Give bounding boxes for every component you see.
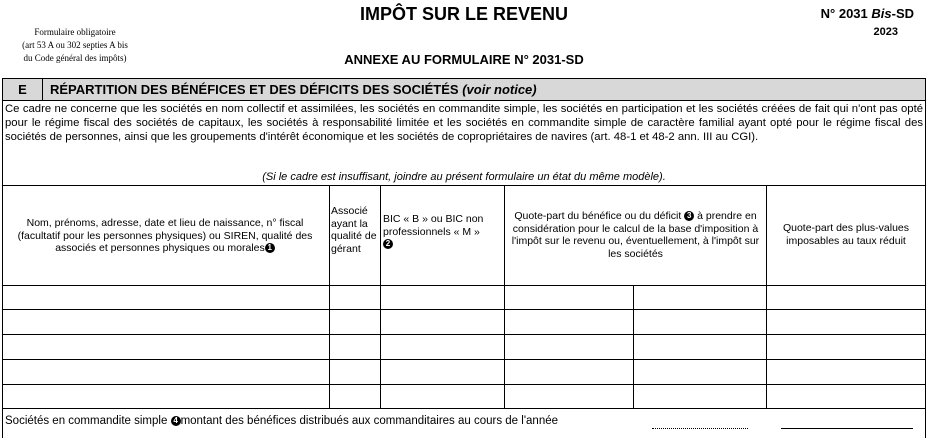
col-divider-4	[766, 185, 767, 408]
footer-text-b: montant des bénéfices distribués aux commanditaires au cours de l'année	[180, 415, 559, 427]
legal-line-2: (art 53 A ou 302 septies A bis	[22, 40, 128, 50]
legal-line-3: du Code général des impôts)	[23, 53, 127, 63]
column-header-names-text: Nom, prénoms, adresse, date et lieu de naissance, n° fiscal (facultatif pour les personnes physiques) ou SIREN, qualité des associés et personnes physiques ou morales	[17, 217, 313, 254]
section-title	[50, 78, 537, 101]
column-header-share-text-b: à prendre en considération pour le calcul de la base d'imposition à l'impôt sur le revenu ou, éventuellement, à l'impôt sur les sociétés	[511, 210, 760, 260]
note-marker-4-icon: 4	[171, 416, 181, 426]
col-divider-3	[504, 185, 505, 408]
table-top-border	[2, 185, 926, 186]
section-title-note: (voir notice)	[462, 82, 537, 97]
form-number-bis: Bis	[871, 6, 892, 21]
form-number	[821, 6, 914, 21]
column-header-bic	[383, 213, 501, 251]
table-bottom-border	[2, 408, 926, 409]
section-title-text: RÉPARTITION DES BÉNÉFICES ET DES DÉFICITS DES SOCIÉTÉS	[50, 82, 459, 97]
row-4-name-cell[interactable]	[3, 360, 328, 383]
column-header-manager: Associé ayant la qualité de gérant	[331, 205, 377, 255]
insufficient-note: (Si le cadre est insuffisant, joindre au présent formulaire un état du même modèle).	[262, 171, 666, 183]
col-divider-2	[380, 185, 381, 408]
legal-line-1: Formulaire obligatoire	[34, 27, 116, 37]
section-letter: E	[3, 78, 43, 101]
row-1-name-cell[interactable]	[3, 286, 328, 308]
footer-field-1[interactable]	[652, 428, 748, 429]
column-header-share	[508, 210, 763, 260]
row-2-name-cell[interactable]	[3, 310, 328, 333]
row-3-name-cell[interactable]	[3, 335, 328, 358]
col-divider-1	[329, 185, 330, 408]
note-marker-2-icon: 2	[383, 239, 393, 249]
row-5-name-cell[interactable]	[3, 385, 328, 407]
form-subtitle: ANNEXE AU FORMULAIRE N° 2031-SD	[344, 52, 584, 67]
column-header-bic-text: BIC « B » ou BIC non professionnels « M »	[383, 213, 484, 238]
form-year: 2023	[873, 26, 898, 38]
note-marker-1-icon: 1	[265, 243, 275, 253]
footer-commandite	[5, 415, 558, 427]
form-number-prefix: N° 2031	[820, 6, 872, 21]
section-description: Ce cadre ne concerne que les sociétés en nom collectif et assimilées, les sociétés en commandite simple, les sociétés en participation et les sociétés créées de fait qui n'ont pas opté pour le régime fiscal des sociétés de capitaux, les sociétés à responsabilité limitée et les sociétés en commandite simple de caractère familial ayant opté pour le régime fiscal des sociétés de personnes, ainsi que les groupements d'intérêt économique et les sociétés de copropriétaires de navires (art. 48-1 et 48-2 ann. III au CGI).	[5, 103, 923, 143]
column-header-share-text-a: Quote-part du bénéfice ou du déficit	[514, 210, 682, 222]
form-number-suffix: -SD	[891, 6, 914, 21]
column-header-names	[4, 217, 326, 255]
col-divider-3b	[633, 285, 634, 408]
note-marker-3-icon: 3	[684, 211, 694, 221]
footer-text-a: Sociétés en commandite simple	[5, 415, 168, 427]
column-header-capital-gains: Quote-part des plus-values imposables au taux réduit	[782, 222, 910, 247]
form-title: IMPÔT SUR LE REVENU	[359, 4, 569, 24]
footer-field-2[interactable]	[781, 428, 913, 429]
